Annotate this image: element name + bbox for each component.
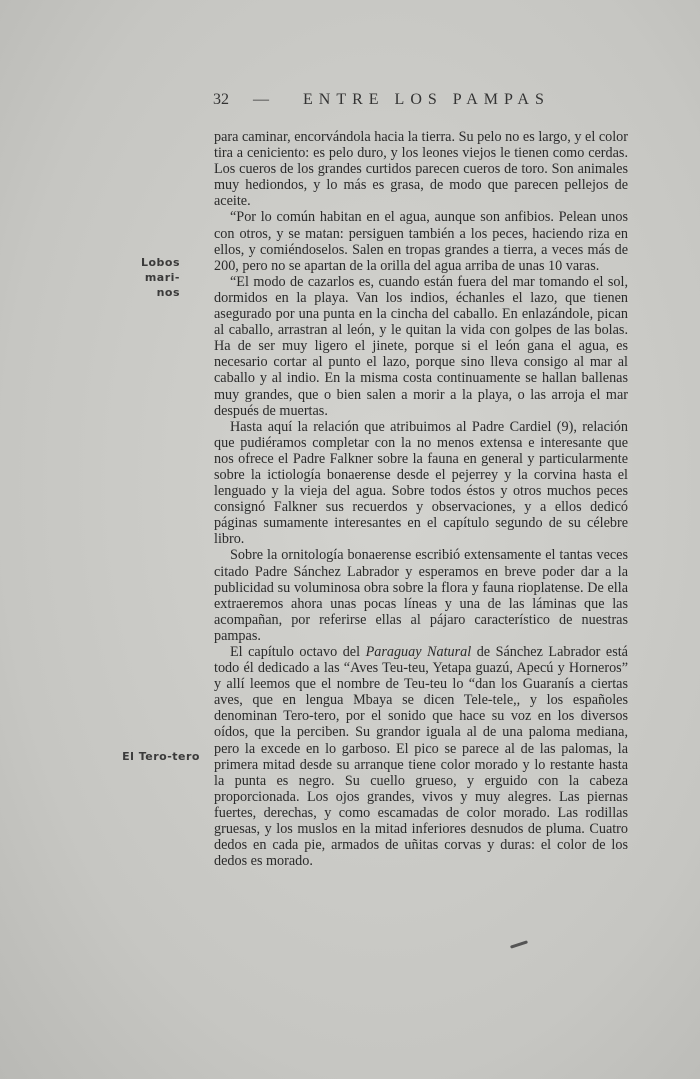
paragraph: “Por lo común habitan en el agua, aunque son anfibios. Pelean unos con otros, y se matan: persiguen también a los peces, haciendo riza en ellos, y comiéndoselos. Salen en tropas grandes a tierra, a veces más de 200, pero no se apartan de la orilla del agua arriba de unas 10 varas. xyxy=(214,209,628,274)
paragraph: “El modo de cazarlos es, cuando están fuera del mar tomando el sol, dormidos en la playa. Van los indios, échanles el lazo, que tienen asegurado por una punta en la cincha del caballo. En enlazándole, pican al caballo, arrastran al león, y le quitan la vida con golpes de las bolas. Ha de ser muy ligero el jinete, porque si el león gana el agua, es necesario cortar al punto el lazo, porque sino lleva consigo al mar al caballo y al indio. En la misma costa continuamente se hallan ballenas muy grandes, que o bien salen a morir a la playa, o las arroja el mar después de muertas. xyxy=(214,273,628,419)
paragraph: Hasta aquí la relación que atribuimos al Padre Cardiel (9), relación que pudiéramos completar con la no menos extensa e interesante que nos ofrece el Padre Falkner sobre la fauna en general y particularmente sobre la ictiología bonaerense desde el pejerrey y la corvina hasta el lenguado y la vieja del agua. Sobre todos éstos y otros muchos peces consignó Falkner sus recuerdos y observaciones, y a ellos dedicó páginas sumamente interesantes en el capítulo segundo de su célebre libro. xyxy=(214,418,628,548)
paragraph: Sobre la ornitología bonaerense escribió extensamente el tantas veces citado Padre Sánchez Labrador y esperamos en breve poder dar a la publicidad su voluminosa obra sobre la flora y fauna rioplatense. De ella extraeremos ahora unas pocas líneas y una de las láminas que las acompañan, por referirse ellas al pájaro característico de nuestras pampas. xyxy=(214,547,628,644)
paragraph: para caminar, encorvándola hacia la tierra. Su pelo no es largo, y el color tira a ceniciento: es pelo duro, y los leones viejos le tienen como cerdas. Los cueros de los grandes curtidos parecen cueros de toro. Son animales muy hediondos, y lo más es grasa, de modo que parecen pellejos de aceite. xyxy=(214,129,628,210)
book-title-italic: Paraguay Natural xyxy=(365,644,472,660)
margin-note-lobos xyxy=(110,255,180,300)
paragraph-text: de Sánchez Labrador está todo él dedicado a las “Aves Teu-teu, Yetapa guazú, Apecú y Horneros” y allí leemos que el nombre de Teu-teu lo “dan los Guaranís a ciertas aves, que en lengua Mbaya se dicen Tele-tele,, y los españoles denominan Tero-tero, por el sonido que hace su voz en los diversos oídos, que la perciben. Su grandor iguala al de una paloma mediana, pero la excede en lo garboso. El pico se parece al de las palomas, la primera mitad desde su arranque tiene color morado y lo restante hasta la punta es negro. Su cuello grueso, y erguido con la cabeza proporcionada. Los ojos grandes, vivos y muy alegres. Las piernas fuertes, derechas, y como escamadas de color morado. Las rodillas gruesas, y los muslos en la mitad inferiores desnudos de pluma. Cuatro dedos en cada pie, armados de uñitas corvas y duras: el color de los dedos es morado. xyxy=(214,644,628,870)
running-title: ENTRE LOS PAMPAS xyxy=(303,91,550,108)
running-header xyxy=(213,91,633,109)
header-dash: — xyxy=(253,91,275,108)
margin-note-terotero: El Tero-tero xyxy=(122,750,200,763)
page-body xyxy=(214,129,628,869)
page-number: 32 xyxy=(213,91,229,108)
paragraph-text: El capítulo octavo del xyxy=(230,644,366,660)
margin-note-lobos-line1: Lobos mari- xyxy=(140,256,180,284)
pencil-mark xyxy=(510,940,528,948)
margin-note-lobos-line2: nos xyxy=(156,286,180,299)
paragraph-last xyxy=(214,644,628,869)
